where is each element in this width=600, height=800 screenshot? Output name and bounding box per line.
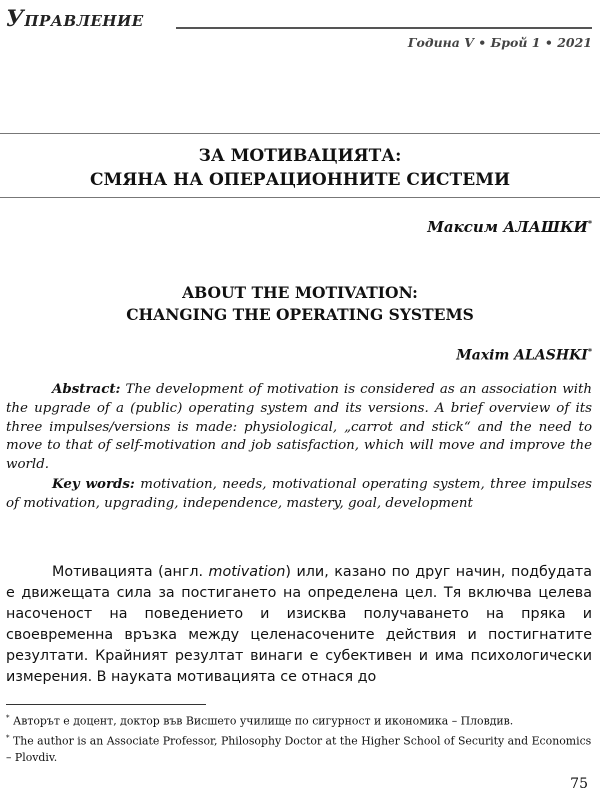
body-start: Мотивацията (англ.: [52, 564, 209, 580]
author-name-en: [456, 346, 592, 364]
footnote-bg: [6, 710, 592, 730]
title-bg-line-2: СМЯНА НА ОПЕРАЦИОННИТЕ СИСТЕМИ: [89, 170, 511, 190]
article-title-en: [0, 282, 600, 326]
keywords-text: motivation, needs, motivational operating system, three impulses of motivation, upgrading, independence, mastery, goal, development: [6, 476, 593, 511]
title-en-line-2: CHANGING THE OPERATING SYSTEMS: [126, 305, 474, 324]
article-title-bg: [0, 144, 600, 192]
title-rule-bottom: [0, 197, 600, 198]
author-en-text: Maxim ALASHKI: [456, 347, 588, 364]
footnote-en: [6, 730, 592, 767]
title-bg-line-1: ЗА МОТИВАЦИЯТА:: [198, 146, 402, 166]
page-number: 75: [570, 776, 588, 792]
footnote-bg-marker: *: [6, 714, 10, 722]
footnote-bg-text: Авторът е доцент, доктор във Висшето училище по сигурност и икономика – Пловдив.: [9, 714, 514, 728]
abstract-label: Abstract:: [52, 381, 121, 397]
author-en-marker: *: [587, 346, 592, 356]
footnote-rule: [6, 704, 206, 705]
keywords-paragraph: [6, 475, 592, 514]
journal-title: Управление: [6, 6, 144, 32]
body-rest: ) или, казано по друг начин, подбудата е движещата сила за постигането на определена цел. Тя включва целева насоченост на поведението и изисква получаването на пряка и своевременна връзка между целенасочените действия и постигнатите резултати. Крайният резултат винаги е субективен и има психологически измерения. В науката мотивацията се отнася до: [6, 564, 592, 685]
footnote-en-text: The author is an Associate Professor, Philosophy Doctor at the Higher School of Security and Economics – Plovdiv.: [6, 734, 592, 765]
header-rule: [176, 27, 592, 29]
abstract-paragraph: [6, 380, 592, 475]
author-bg-text: Максим АЛАШКИ: [427, 218, 588, 236]
body-paragraph: [6, 562, 592, 688]
abstract-text: The development of motivation is considered as an association with the upgrade of a (public) operating system and its versions. A brief overview of its three impulses/versions is made: physiological, „carrot and stick“ and the need to move to that of self-motivation and job satisfaction, which will move and improve the world.: [6, 382, 592, 473]
body-italic-term: motivation: [208, 564, 286, 580]
keywords-label: Key words:: [52, 475, 135, 492]
abstract-block: [6, 380, 592, 514]
body-text: [6, 562, 592, 688]
author-name-bg: [427, 218, 592, 236]
issue-info: Година V • Брой 1 • 2021: [407, 35, 592, 50]
footnote-en-marker: *: [6, 733, 10, 742]
title-rule-top: [0, 133, 600, 134]
footnotes: [6, 710, 592, 766]
title-en-line-1: ABOUT THE MOTIVATION:: [182, 283, 418, 302]
author-bg-marker: *: [587, 218, 592, 228]
